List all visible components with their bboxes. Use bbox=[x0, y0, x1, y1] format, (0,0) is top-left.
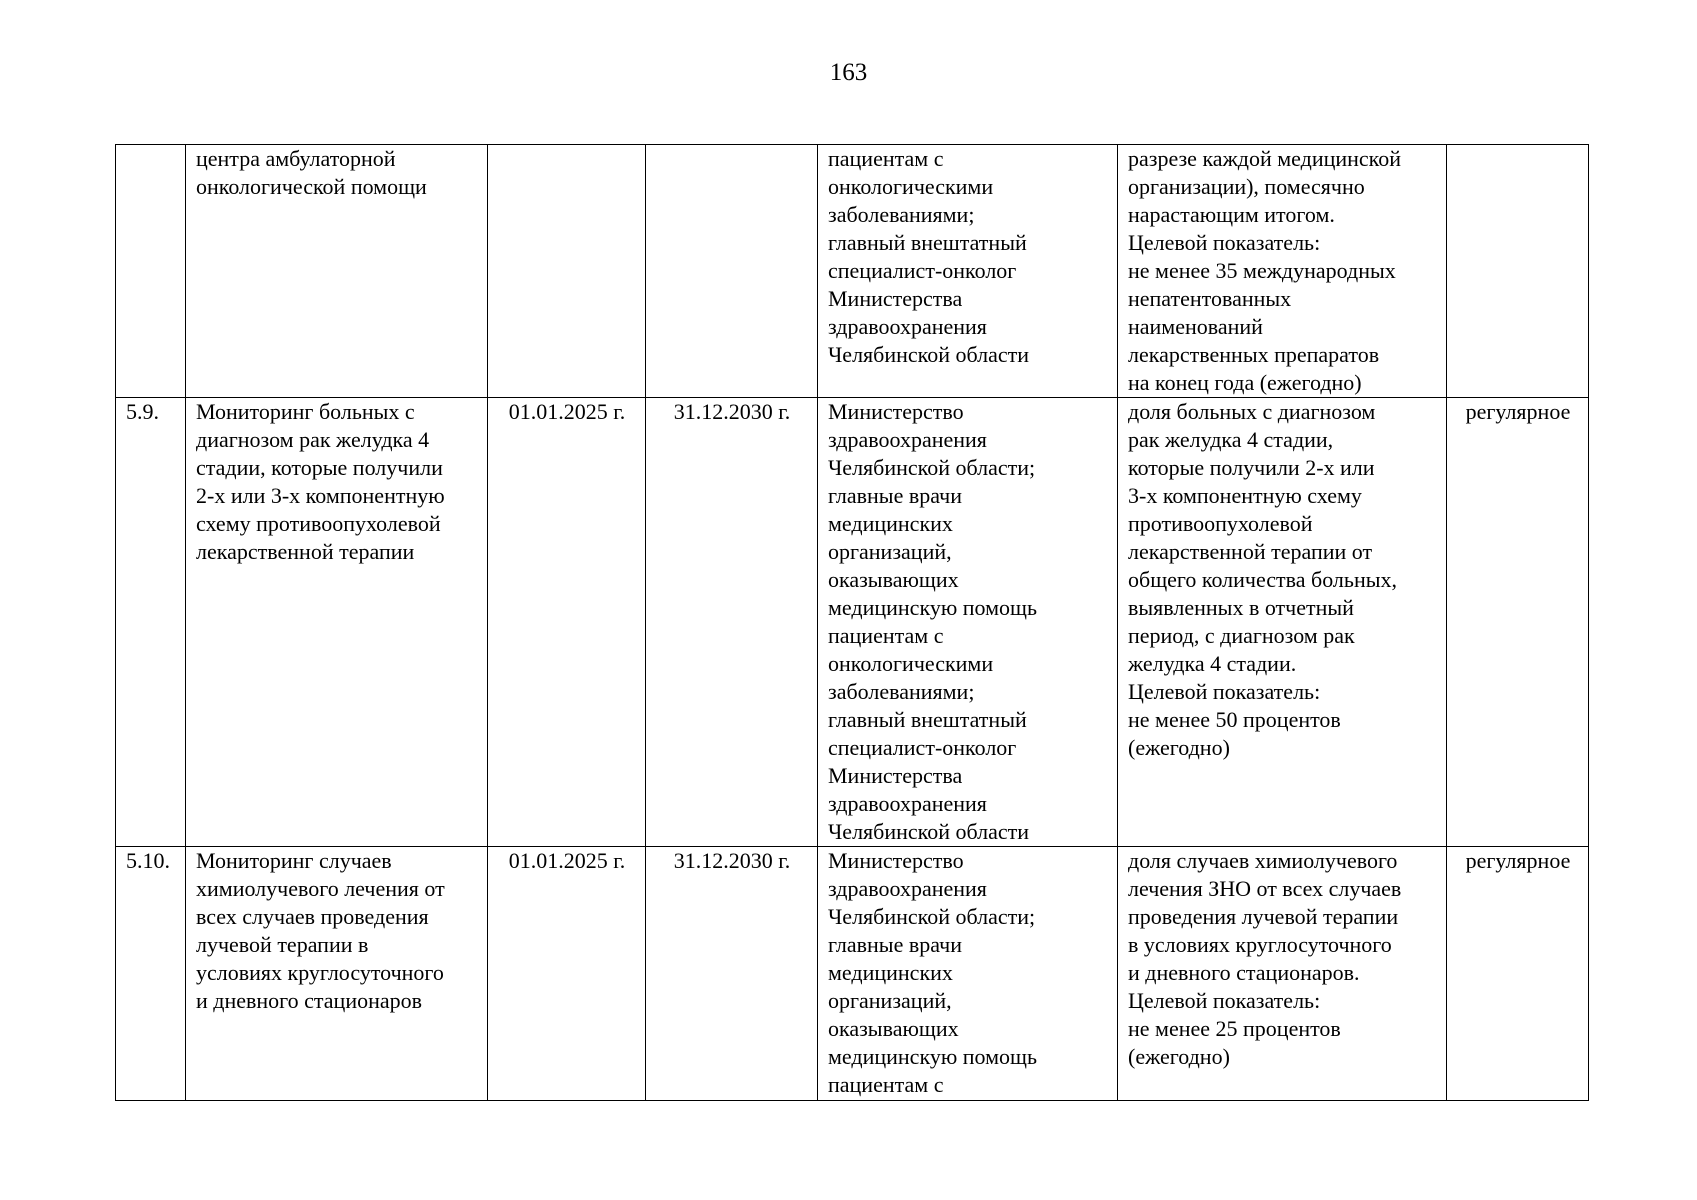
indicator-cell: доля больных с диагнозом рак желудка 4 стадии, которые получили 2-х или 3-х компонентную схему противоопухолевой лекарственной терапии от общего количества больных, выявленных в отчетный период, с диагнозом рак желудка 4 стадии. Целевой показатель: не менее 50 процентов (ежегодно) bbox=[1118, 398, 1447, 847]
indicator-cell: доля случаев химиолучевого лечения ЗНО от всех случаев проведения лучевой терапии в условиях круглосуточного и дневного стационаров. Целевой показатель: не менее 25 процентов (ежегодно) bbox=[1118, 847, 1447, 1101]
table-row bbox=[116, 145, 1589, 398]
table-row bbox=[116, 398, 1589, 847]
end-date-cell: 31.12.2030 г. bbox=[646, 847, 818, 1101]
start-date-cell: 01.01.2025 г. bbox=[488, 847, 646, 1101]
start-date-cell: 01.01.2025 г. bbox=[488, 398, 646, 847]
row-number-cell: 5.10. bbox=[116, 847, 186, 1101]
start-date-cell bbox=[488, 145, 646, 398]
row-number-cell: 5.9. bbox=[116, 398, 186, 847]
measures-table bbox=[115, 144, 1589, 1101]
page-number: 163 bbox=[829, 59, 868, 86]
responsible-cell: пациентам с онкологическими заболеваниями; главный внештатный специалист-онколог Министерства здравоохранения Челябинской области bbox=[818, 145, 1118, 398]
measure-name-cell: Мониторинг случаев химиолучевого лечения от всех случаев проведения лучевой терапии в условиях круглосуточного и дневного стационаров bbox=[186, 847, 488, 1101]
type-cell bbox=[1447, 145, 1589, 398]
end-date-cell bbox=[646, 145, 818, 398]
type-cell: регулярное bbox=[1447, 847, 1589, 1101]
responsible-cell: Министерство здравоохранения Челябинской области; главные врачи медицинских организаций, оказывающих медицинскую помощь пациентам с онкологическими заболеваниями; главный внештатный специалист-онколог Министерства здравоохранения Челябинской области bbox=[818, 398, 1118, 847]
end-date-cell: 31.12.2030 г. bbox=[646, 398, 818, 847]
measure-name-cell: Мониторинг больных с диагнозом рак желудка 4 стадии, которые получили 2-х или 3-х компонентную схему противоопухолевой лекарственной терапии bbox=[186, 398, 488, 847]
type-cell: регулярное bbox=[1447, 398, 1589, 847]
measure-name-cell: центра амбулаторной онкологической помощи bbox=[186, 145, 488, 398]
indicator-cell: разрезе каждой медицинской организации), помесячно нарастающим итогом. Целевой показатель: не менее 35 международных непатентованных наименований лекарственных препаратов на конец года (ежегодно) bbox=[1118, 145, 1447, 398]
row-number-cell bbox=[116, 145, 186, 398]
responsible-cell: Министерство здравоохранения Челябинской области; главные врачи медицинских организаций, оказывающих медицинскую помощь пациентам с bbox=[818, 847, 1118, 1101]
table-row bbox=[116, 847, 1589, 1101]
